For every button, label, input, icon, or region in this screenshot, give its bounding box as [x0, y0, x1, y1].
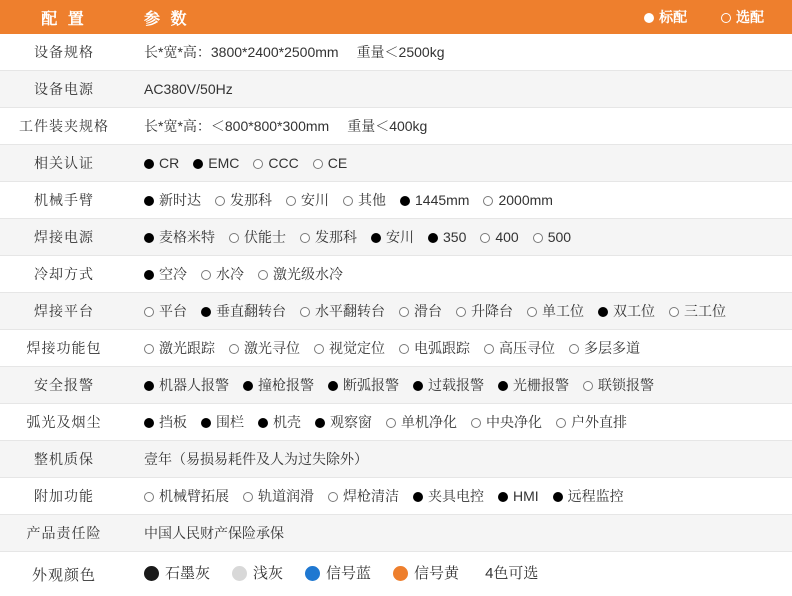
- option-label: CE: [328, 155, 347, 171]
- row-label: 工件装夹规格: [0, 108, 128, 145]
- option-label: 平台: [159, 303, 187, 319]
- row-value: [128, 330, 792, 367]
- filled-circle-icon: [371, 233, 381, 243]
- row-label: 机械手臂: [0, 182, 128, 219]
- option-item[interactable]: [144, 486, 229, 507]
- option-label: EMC: [208, 155, 239, 171]
- empty-circle-icon: [144, 307, 154, 317]
- row-text-secondary: 重量＜2500kg: [357, 44, 445, 60]
- option-item[interactable]: [386, 412, 457, 433]
- option-label: 2000mm: [498, 192, 552, 208]
- filled-circle-icon: [413, 381, 423, 391]
- empty-circle-icon: [669, 307, 679, 317]
- option-item[interactable]: [533, 227, 571, 248]
- color-option[interactable]: [393, 563, 459, 586]
- option-label: HMI: [513, 488, 539, 504]
- header-param-label: [128, 0, 792, 34]
- table-row: [0, 256, 792, 293]
- option-item[interactable]: [498, 486, 539, 507]
- option-label: 伏能士: [244, 229, 286, 245]
- table-row: [0, 182, 792, 219]
- option-item[interactable]: [498, 375, 569, 396]
- row-label: 安全报警: [0, 367, 128, 404]
- filled-circle-icon: [144, 270, 154, 280]
- filled-circle-icon: [243, 381, 253, 391]
- option-label: 中央净化: [486, 414, 542, 430]
- option-label: CR: [159, 155, 179, 171]
- table-row: [0, 330, 792, 367]
- color-option[interactable]: [305, 563, 371, 586]
- option-label: 视觉定位: [329, 340, 385, 356]
- empty-circle-icon: [484, 344, 494, 354]
- filled-circle-icon: [193, 159, 203, 169]
- option-item[interactable]: [258, 264, 343, 285]
- option-item[interactable]: [253, 153, 298, 174]
- option-item[interactable]: [258, 412, 301, 433]
- row-value: [128, 404, 792, 441]
- filled-circle-icon: [144, 196, 154, 206]
- empty-circle-icon: [399, 307, 409, 317]
- option-item[interactable]: [428, 227, 466, 248]
- empty-circle-icon: [456, 307, 466, 317]
- option-label: 发那科: [230, 192, 272, 208]
- option-label: 电弧跟踪: [414, 340, 470, 356]
- filled-circle-icon: [201, 418, 211, 428]
- color-label: 信号蓝: [326, 565, 371, 582]
- legend-optional-label: 选配: [736, 9, 764, 25]
- filled-circle-icon: [428, 233, 438, 243]
- option-label: 多层多道: [584, 340, 640, 356]
- empty-circle-icon: [229, 233, 239, 243]
- option-label: 350: [443, 229, 466, 245]
- row-label: 整机质保: [0, 441, 128, 478]
- empty-circle-icon: [253, 159, 263, 169]
- table-row: [0, 404, 792, 441]
- empty-circle-icon: [533, 233, 543, 243]
- legend-standard: [644, 7, 687, 27]
- option-label: 激光寻位: [244, 340, 300, 356]
- option-item[interactable]: [400, 190, 469, 211]
- row-value: [128, 293, 792, 330]
- empty-circle-icon: [399, 344, 409, 354]
- option-label: 观察窗: [330, 414, 372, 430]
- row-text: 长*宽*高：3800*2400*2500mm: [144, 44, 339, 60]
- option-label: 安川: [301, 192, 329, 208]
- option-label: CCC: [268, 155, 298, 171]
- empty-circle-icon: [201, 270, 211, 280]
- option-label: 联锁报警: [598, 377, 654, 393]
- table-row: [0, 515, 792, 552]
- row-value: [128, 71, 792, 108]
- option-label: 高压寻位: [499, 340, 555, 356]
- table-row: [0, 108, 792, 145]
- option-label: 400: [495, 229, 518, 245]
- option-label: 垂直翻转台: [216, 303, 286, 319]
- table-body: [0, 34, 792, 596]
- option-item[interactable]: [144, 412, 187, 433]
- row-label: 设备电源: [0, 71, 128, 108]
- option-item[interactable]: [229, 227, 286, 248]
- color-label: 信号黄: [414, 565, 459, 582]
- filled-circle-icon: [144, 233, 154, 243]
- option-label: 机械臂拓展: [159, 488, 229, 504]
- empty-circle-icon: [286, 196, 296, 206]
- empty-circle-icon: [300, 233, 310, 243]
- row-label: 焊接平台: [0, 293, 128, 330]
- empty-circle-icon: [215, 196, 225, 206]
- color-option[interactable]: [232, 563, 283, 586]
- row-value: [128, 34, 792, 71]
- row-value: [128, 108, 792, 145]
- filled-circle-icon: [498, 381, 508, 391]
- option-label: 单机净化: [401, 414, 457, 430]
- filled-circle-icon: [144, 418, 154, 428]
- option-item[interactable]: [484, 338, 555, 359]
- empty-circle-icon: [556, 418, 566, 428]
- filled-circle-icon: [144, 381, 154, 391]
- color-swatch-icon: [144, 566, 159, 581]
- option-label: 空冷: [159, 266, 187, 282]
- filled-circle-icon: [328, 381, 338, 391]
- table-row: [0, 478, 792, 515]
- table-row: [0, 441, 792, 478]
- option-item[interactable]: [556, 412, 627, 433]
- color-swatch-icon: [305, 566, 320, 581]
- option-label: 单工位: [542, 303, 584, 319]
- option-item[interactable]: [471, 412, 542, 433]
- option-item[interactable]: [553, 486, 624, 507]
- empty-circle-icon: [258, 270, 268, 280]
- option-label: 发那科: [315, 229, 357, 245]
- option-item[interactable]: [315, 412, 372, 433]
- row-label: 焊接功能包: [0, 330, 128, 367]
- option-item[interactable]: [328, 375, 399, 396]
- option-item[interactable]: [456, 301, 513, 322]
- row-value: [128, 515, 792, 552]
- filled-circle-icon: [644, 13, 654, 23]
- table-row: [0, 145, 792, 182]
- row-label: 弧光及烟尘: [0, 404, 128, 441]
- option-item[interactable]: [583, 375, 654, 396]
- option-item[interactable]: [569, 338, 640, 359]
- option-item[interactable]: [480, 227, 518, 248]
- table-row: [0, 71, 792, 108]
- row-value: [128, 256, 792, 293]
- option-label: 撞枪报警: [258, 377, 314, 393]
- row-label: 焊接电源: [0, 219, 128, 256]
- color-swatch-icon: [232, 566, 247, 581]
- option-label: 焊枪清洁: [343, 488, 399, 504]
- row-text: 中国人民财产保险承保: [144, 525, 284, 541]
- option-item[interactable]: [300, 227, 357, 248]
- color-swatch-icon: [393, 566, 408, 581]
- option-label: 挡板: [159, 414, 187, 430]
- option-item[interactable]: [669, 301, 726, 322]
- empty-circle-icon: [471, 418, 481, 428]
- row-text: 壹年（易损易耗件及人为过失除外）: [144, 451, 368, 467]
- option-label: 新时达: [159, 192, 201, 208]
- option-label: 三工位: [684, 303, 726, 319]
- row-value: [128, 219, 792, 256]
- table-header: [0, 0, 792, 34]
- option-item[interactable]: [144, 190, 201, 211]
- option-item[interactable]: [527, 301, 584, 322]
- color-option[interactable]: [144, 563, 210, 586]
- filled-circle-icon: [201, 307, 211, 317]
- color-note: 4色可选: [485, 563, 538, 586]
- table-row: [0, 367, 792, 404]
- table-row-colors: [0, 552, 792, 596]
- option-item[interactable]: [193, 153, 239, 174]
- filled-circle-icon: [553, 492, 563, 502]
- row-text: AC380V/50Hz: [144, 81, 233, 97]
- row-value: [128, 367, 792, 404]
- option-label: 500: [548, 229, 571, 245]
- table-row: [0, 219, 792, 256]
- option-item[interactable]: [229, 338, 300, 359]
- row-label: 产品责任险: [0, 515, 128, 552]
- option-item[interactable]: [598, 301, 655, 322]
- option-item[interactable]: [144, 153, 179, 174]
- empty-circle-icon: [229, 344, 239, 354]
- option-item[interactable]: [314, 338, 385, 359]
- option-label: 双工位: [613, 303, 655, 319]
- option-label: 机壳: [273, 414, 301, 430]
- empty-circle-icon: [243, 492, 253, 502]
- color-label: 石墨灰: [165, 565, 210, 582]
- option-label: 激光跟踪: [159, 340, 215, 356]
- row-label: 外观颜色: [0, 552, 128, 596]
- option-label: 户外直排: [571, 414, 627, 430]
- option-item[interactable]: [313, 153, 347, 174]
- row-label: 设备规格: [0, 34, 128, 71]
- option-label: 水平翻转台: [315, 303, 385, 319]
- filled-circle-icon: [598, 307, 608, 317]
- option-label: 升降台: [471, 303, 513, 319]
- option-label: 水冷: [216, 266, 244, 282]
- option-item[interactable]: [343, 190, 386, 211]
- option-item[interactable]: [243, 375, 314, 396]
- option-label: 夹具电控: [428, 488, 484, 504]
- option-item[interactable]: [413, 375, 484, 396]
- empty-circle-icon: [343, 196, 353, 206]
- table-row: [0, 34, 792, 71]
- filled-circle-icon: [498, 492, 508, 502]
- option-label: 麦格米特: [159, 229, 215, 245]
- empty-circle-icon: [144, 492, 154, 502]
- option-item[interactable]: [201, 412, 244, 433]
- empty-circle-icon: [480, 233, 490, 243]
- option-label: 激光级水冷: [273, 266, 343, 282]
- option-item[interactable]: [483, 190, 552, 211]
- row-value: [128, 182, 792, 219]
- color-label: 浅灰: [253, 565, 283, 582]
- filled-circle-icon: [144, 159, 154, 169]
- empty-circle-icon: [386, 418, 396, 428]
- filled-circle-icon: [258, 418, 268, 428]
- option-item[interactable]: [201, 301, 286, 322]
- option-item[interactable]: [243, 486, 314, 507]
- option-item[interactable]: [144, 301, 187, 322]
- option-item[interactable]: [286, 190, 329, 211]
- header-param-text: 参 数: [144, 11, 189, 28]
- option-label: 光栅报警: [513, 377, 569, 393]
- empty-circle-icon: [328, 492, 338, 502]
- empty-circle-icon: [527, 307, 537, 317]
- table-row: [0, 293, 792, 330]
- option-item[interactable]: [371, 227, 414, 248]
- header-config-label: 配 置: [0, 0, 128, 34]
- empty-circle-icon: [583, 381, 593, 391]
- option-item[interactable]: [300, 301, 385, 322]
- row-text-secondary: 重量＜400kg: [347, 118, 427, 134]
- row-label: 冷却方式: [0, 256, 128, 293]
- option-item[interactable]: [144, 338, 215, 359]
- option-item[interactable]: [201, 264, 244, 285]
- option-item[interactable]: [399, 338, 470, 359]
- legend-standard-label: 标配: [659, 9, 687, 25]
- option-label: 轨道润滑: [258, 488, 314, 504]
- empty-circle-icon: [721, 13, 731, 23]
- empty-circle-icon: [300, 307, 310, 317]
- filled-circle-icon: [315, 418, 325, 428]
- option-item[interactable]: [144, 264, 187, 285]
- option-label: 安川: [386, 229, 414, 245]
- option-item[interactable]: [328, 486, 399, 507]
- option-item[interactable]: [399, 301, 442, 322]
- option-item[interactable]: [413, 486, 484, 507]
- option-label: 1445mm: [415, 192, 469, 208]
- empty-circle-icon: [314, 344, 324, 354]
- empty-circle-icon: [483, 196, 493, 206]
- option-label: 其他: [358, 192, 386, 208]
- option-label: 过载报警: [428, 377, 484, 393]
- option-item[interactable]: [144, 375, 229, 396]
- row-value: [128, 145, 792, 182]
- option-item[interactable]: [215, 190, 272, 211]
- row-label: 相关认证: [0, 145, 128, 182]
- filled-circle-icon: [413, 492, 423, 502]
- empty-circle-icon: [144, 344, 154, 354]
- option-label: 断弧报警: [343, 377, 399, 393]
- filled-circle-icon: [400, 196, 410, 206]
- empty-circle-icon: [313, 159, 323, 169]
- option-item[interactable]: [144, 227, 215, 248]
- option-label: 滑台: [414, 303, 442, 319]
- option-label: 围栏: [216, 414, 244, 430]
- legend: [644, 7, 778, 27]
- row-value-colors: [128, 552, 792, 596]
- option-label: 机器人报警: [159, 377, 229, 393]
- row-value: [128, 478, 792, 515]
- row-label: 附加功能: [0, 478, 128, 515]
- header-row: [0, 0, 792, 34]
- row-text: 长*宽*高：＜800*800*300mm: [144, 118, 329, 134]
- legend-optional: [721, 7, 764, 27]
- empty-circle-icon: [569, 344, 579, 354]
- row-value: [128, 441, 792, 478]
- option-label: 远程监控: [568, 488, 624, 504]
